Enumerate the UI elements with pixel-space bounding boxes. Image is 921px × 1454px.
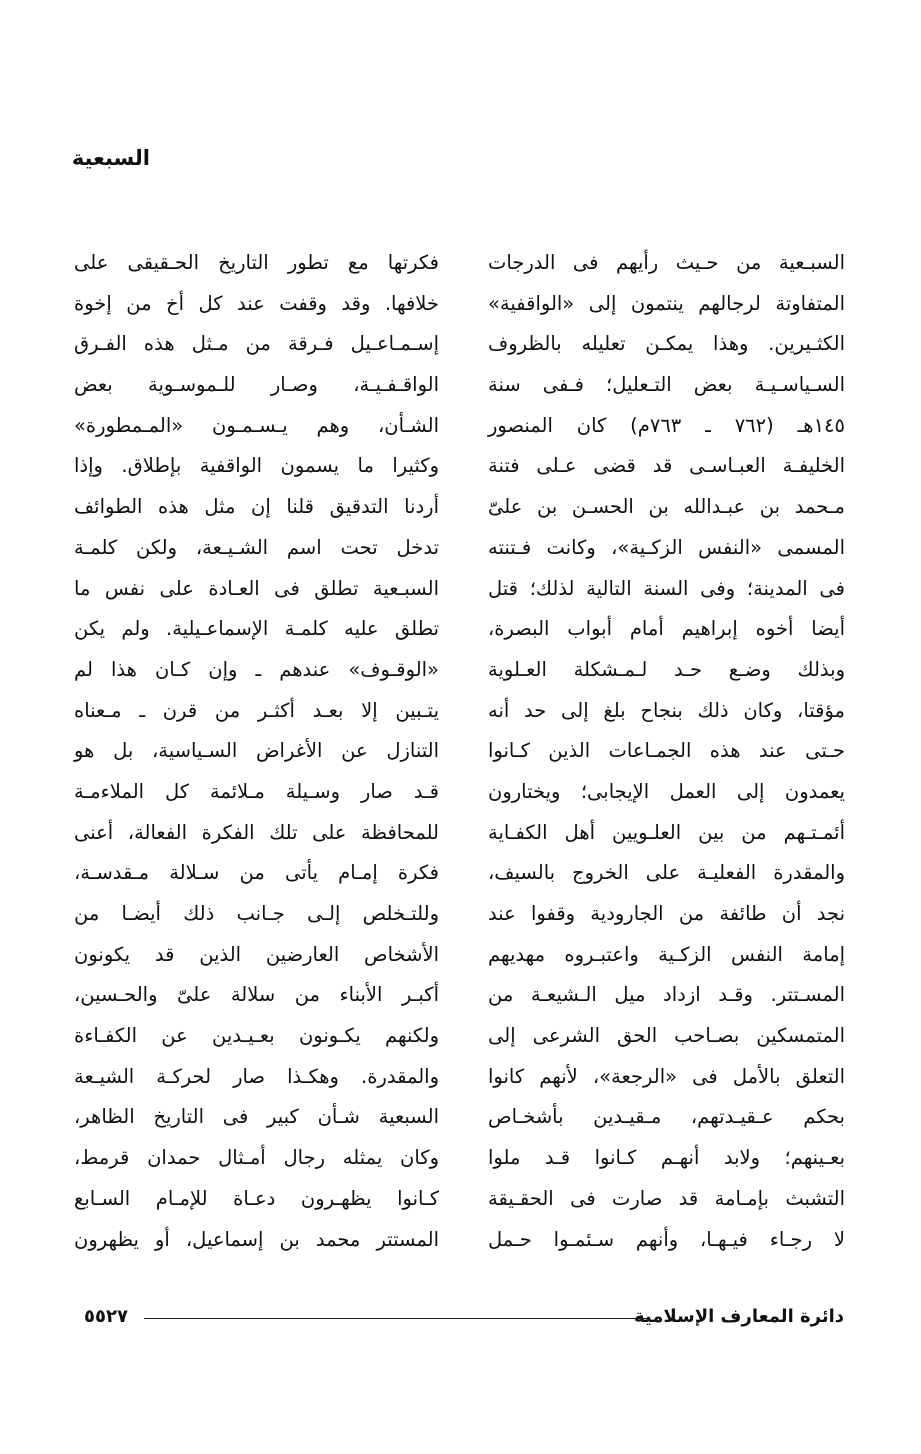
text-line: قـد صار وسـيلة مـلائمة كل الملاءمـة xyxy=(74,779,439,803)
text-line: وبذلك وضـع حـد لـمـشكلة العـلوية xyxy=(488,657,845,681)
page-number: ٥٥٢٧ xyxy=(84,1306,128,1327)
text-line: نجد أن طائفة من الجارودية وقفوا عند xyxy=(488,902,845,925)
text-line: يعمدون إلى العمل الإيجابى؛ ويختارون xyxy=(488,779,845,803)
text-line: فى المدينة؛ وفى السنة التالية لذلك؛ قتل xyxy=(488,576,845,600)
text-line: السبـعية من حـيث رأيهم فى الدرجات xyxy=(488,251,845,274)
text-line: إسـمـاعـيل فـرقة من مـثل هذه الفـرق xyxy=(74,332,439,356)
text-line: المسـتتر. وقـد ازداد ميل الـشيعـة من xyxy=(488,983,845,1007)
text-line: المتفاوتة لرجالهم ينتمون إلى «الواقفية» xyxy=(488,291,845,315)
text-line: التعلق بالأمل فى «الرجعة»، لأنهم كانوا xyxy=(488,1064,845,1088)
text-line: وكثيرا ما يسمون الواقفية بإطلاق. وإذا xyxy=(74,454,439,478)
text-line: المتمسكين بصـاحب الحق الشرعى إلى xyxy=(488,1024,845,1048)
text-line: للمحافظة على تلك الفكرة الفعالة، أعنى xyxy=(74,820,439,844)
text-line: والمقدرة الفعليـة على الخروج بالسيف، xyxy=(488,861,845,885)
text-line: فكرتها مع تطور التاريخ الحـقيقى على xyxy=(74,251,439,274)
running-header: السبعية xyxy=(71,146,150,170)
text-line: حـتى عند هذه الجمـاعات الذين كـانوا xyxy=(488,739,845,763)
text-line: الواقـفـيـة، وصـار للـموسـوية بعض xyxy=(74,373,439,397)
text-line: التشبث بإمـامة قد صارت فى الحقـيقة xyxy=(488,1186,845,1210)
text-line: أئمـتـهم من بين العلـويين أهل الكفـاية xyxy=(488,820,845,844)
text-line: ولكنهم يكـونون بعـيـدين عن الكفـاءة xyxy=(74,1024,439,1048)
text-line: أكبـر الأبناء من سلالة علىّ والحـسين، xyxy=(74,983,439,1007)
text-line: الخليفـة العبـاسـى قد قضى عـلى فتنة xyxy=(488,454,845,478)
text-line: مـحمد بن عبـدالله بن الحسـن بن علىّ xyxy=(488,495,845,519)
text-line: تطلق عليه كلمـة الإسماعـيلية. ولم يكن xyxy=(74,617,439,641)
text-line: ١٤٥هـ (٧٦٢ ـ ٧٦٣م) كان المنصور xyxy=(488,413,845,437)
text-line: أيضا أخوه إبراهيم أمام أبواب البصرة، xyxy=(488,617,845,641)
footer-publication-title: دائرة المعارف الإسلامية xyxy=(633,1306,844,1327)
text-line: السـياسـيـة بعض التـعليل؛ فـفى سنة xyxy=(488,373,845,397)
text-line: كـانوا يظهـرون دعـاة للإمـام السـابع xyxy=(74,1186,439,1210)
text-line: أردنا التدقيق قلنا إن مثل هذه الطوائف xyxy=(74,495,439,519)
text-line: لا رجـاء فيـهـا، وأنهم سـئمـوا حـمل xyxy=(488,1227,845,1251)
text-line: وللتـخلص إلـى جـانب ذلك أيضـا من xyxy=(74,902,439,925)
text-line: بعـينهم؛ ولابد أنهـم كـانوا قـد ملوا xyxy=(488,1146,845,1170)
text-column-right xyxy=(488,243,845,1260)
text-line: والمقدرة. وهكـذا صار لحركـة الشيـعة xyxy=(74,1064,439,1088)
text-line: إمامة النفس الزكـية واعتبـروه مهديهم xyxy=(488,942,845,966)
text-line: التنازل عن الأغراض السـياسية، بل هو xyxy=(74,739,439,763)
text-line: السبـعية تطلق فى العـادة على نفس ما xyxy=(74,576,439,600)
footer-rule xyxy=(144,1318,649,1319)
text-line: «الوقـوف» عندهم ـ وإن كـان هذا لم xyxy=(74,657,439,681)
text-line: السبعية شـأن كبير فى التاريخ الظاهر، xyxy=(74,1105,439,1129)
text-line: خلافها. وقد وقفت عند كل أخ من إخوة xyxy=(74,291,439,315)
text-line: الشـأن، وهم يـسـمـون «المـمطورة» xyxy=(74,413,439,437)
text-line: بحكم عـقيـدتهم، مـقيـدين بأشخـاص xyxy=(488,1105,845,1129)
page-footer xyxy=(84,1302,844,1332)
text-line: وكان يمثله رجال أمـثال حمدان قرمط، xyxy=(74,1146,439,1170)
text-line: الأشخاص العارضين الذين قد يكونون xyxy=(74,942,439,966)
text-line: الكثـيرين. وهذا يمكـن تعليله بالظروف xyxy=(488,332,845,356)
text-line: فكرة إمـام يأتى من سـلالة مـقدسـة، xyxy=(74,861,439,885)
text-line: المستتر محمد بن إسماعيل، أو يظهرون xyxy=(74,1227,439,1251)
text-line: المسمى «النفس الزكـية»، وكانت فـتنته xyxy=(488,535,845,559)
text-line: مؤقتا، وكان ذلك بنجاح بلغ إلى حد أنه xyxy=(488,698,845,722)
text-column-left xyxy=(74,243,439,1260)
text-line: يتـبين إلا بعـد أكثـر من قرن ـ مـعناه xyxy=(74,698,439,722)
text-line: تدخل تحت اسم الشـيـعة، ولكن كلمـة xyxy=(74,535,439,559)
